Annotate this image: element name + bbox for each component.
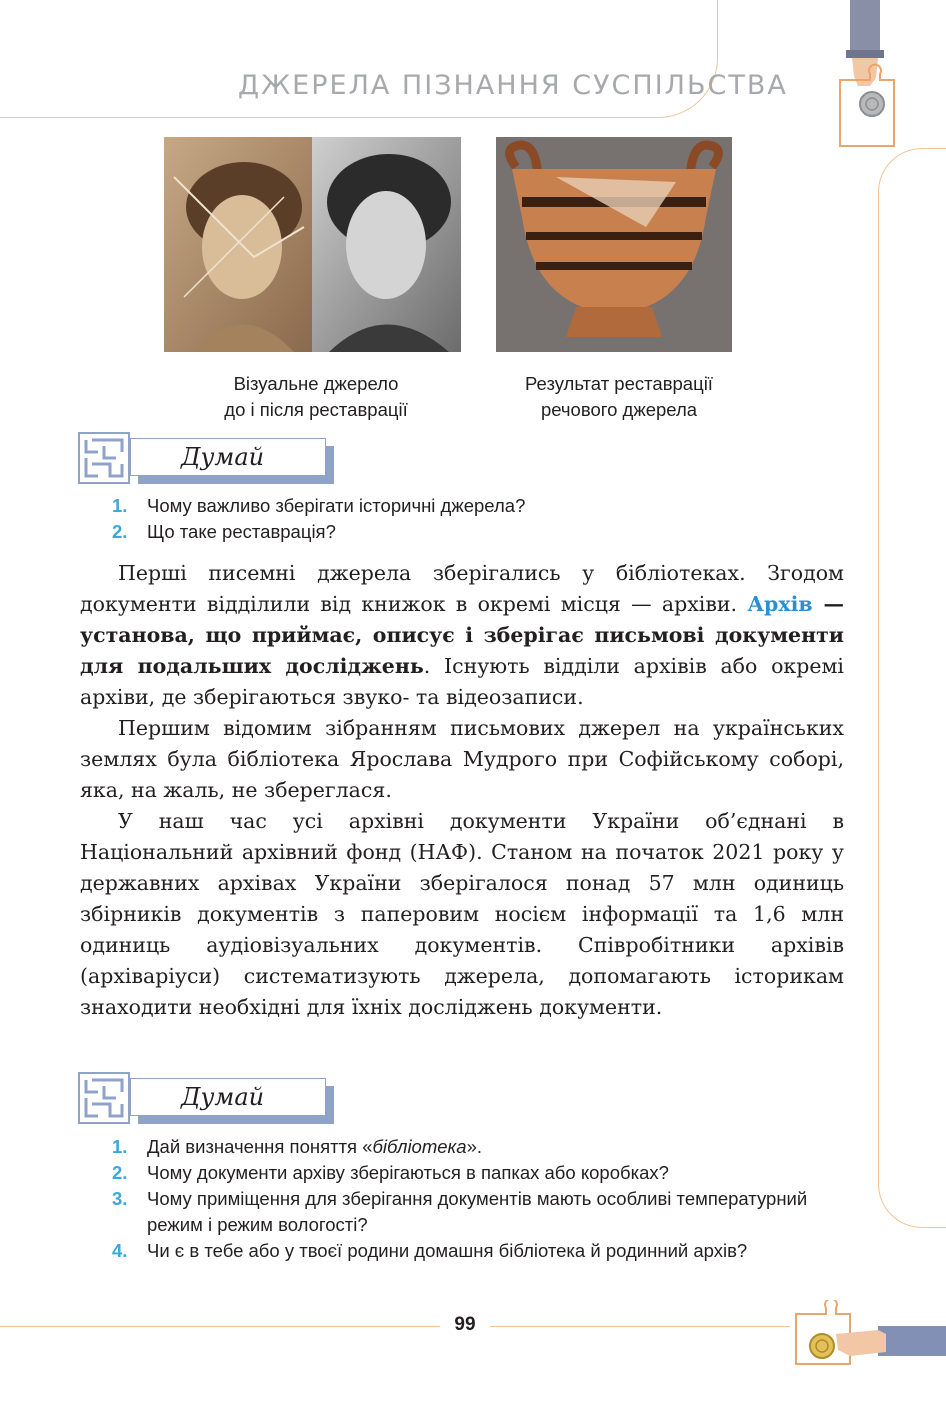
paragraph-1	[80, 558, 844, 713]
think-label: Думай	[130, 1078, 326, 1116]
question-number: 1.	[112, 495, 128, 516]
list-item	[112, 1186, 812, 1238]
bottom-frame-line-left	[0, 1326, 440, 1327]
question-number: 2.	[112, 1162, 128, 1183]
body-text	[80, 558, 844, 1023]
list-item	[112, 1160, 812, 1186]
paragraph-2: Першим відомим зібранням письмових джерел на українських землях була бібліотека Ярослава Мудрого при Софійському соборі, яка, на жаль, не збереглася.	[80, 716, 844, 802]
dash: —	[812, 592, 844, 616]
hand-with-coin-icon	[832, 0, 902, 150]
maze-icon	[78, 1072, 130, 1124]
question-text: ».	[466, 1136, 483, 1157]
maze-icon	[78, 432, 130, 484]
think-heading	[78, 1072, 338, 1128]
think-label: Думай	[130, 438, 326, 476]
caption-line: Візуальне джерело	[233, 373, 399, 394]
portrait-before-after-image	[164, 137, 461, 352]
caption-line: Результат реставрації	[525, 373, 713, 394]
question-number: 3.	[112, 1188, 128, 1209]
hand-with-coin-icon	[790, 1300, 890, 1370]
question-text: Чому приміщення для зберігання документів мають особливі температурний режим і режим вологості?	[147, 1188, 808, 1235]
question-number: 1.	[112, 1136, 128, 1157]
list-item	[112, 1134, 812, 1160]
figure-caption-2	[490, 371, 748, 423]
question-number: 2.	[112, 521, 128, 542]
question-list-1	[112, 493, 525, 545]
list-item	[112, 1238, 812, 1264]
section-title: ДЖЕРЕЛА ПІЗНАННЯ СУСПІЛЬСТВА	[238, 70, 788, 101]
paragraph-text: Перші писемні джерела зберігались у бібліотеках. Згодом документи відділили від книжок в окремі місця — архіви.	[80, 561, 844, 616]
restoration-photo	[164, 137, 461, 352]
paragraph-text: . Існують відділи архівів або окремі архіви, де зберігаються звуко- та відеозаписи.	[80, 654, 844, 709]
restored-vase-image	[496, 137, 732, 352]
term-definition: установа, що приймає, описує і зберігає письмові документи для подальших досліджень	[80, 623, 844, 678]
caption-line: речового джерела	[540, 399, 698, 420]
paragraph-3: У наш час усі архівні документи України об’єднані в Національний архівний фонд (НАФ). Станом на початок 2021 року у державних архівах України зберігалося понад 57 млн одиниць збірників документів з паперовим носієм інформації та 1,6 млн одиниць аудіовізуальних документів. Співробітники архівів (архіваріуси) систематизують джерела, допомагають історикам знаходити необхідні для їхніх досліджень документи.	[80, 809, 844, 1019]
question-text: Чому важливо зберігати історичні джерела?	[147, 495, 526, 516]
question-number: 4.	[112, 1240, 128, 1261]
right-frame-line	[878, 148, 946, 1228]
question-text: Чому документи архіву зберігаються в папках або коробках?	[147, 1162, 669, 1183]
list-item	[112, 519, 525, 545]
bottom-frame-line-right	[490, 1326, 790, 1327]
term-archive: Архів	[747, 592, 813, 616]
vase-photo	[496, 137, 732, 352]
question-term: бібліотека	[372, 1136, 467, 1157]
question-text: Що таке реставрація?	[147, 521, 336, 542]
list-item	[112, 493, 525, 519]
caption-line: до і після реставрації	[224, 399, 408, 420]
question-text: Дай визначення поняття «	[147, 1136, 373, 1157]
question-list-2	[112, 1134, 812, 1264]
question-text: Чи є в тебе або у твоєї родини домашня бібліотека й родинний архів?	[147, 1240, 748, 1261]
page-number: 99	[454, 1314, 476, 1335]
think-heading	[78, 432, 338, 488]
figure-caption-1	[164, 371, 468, 423]
